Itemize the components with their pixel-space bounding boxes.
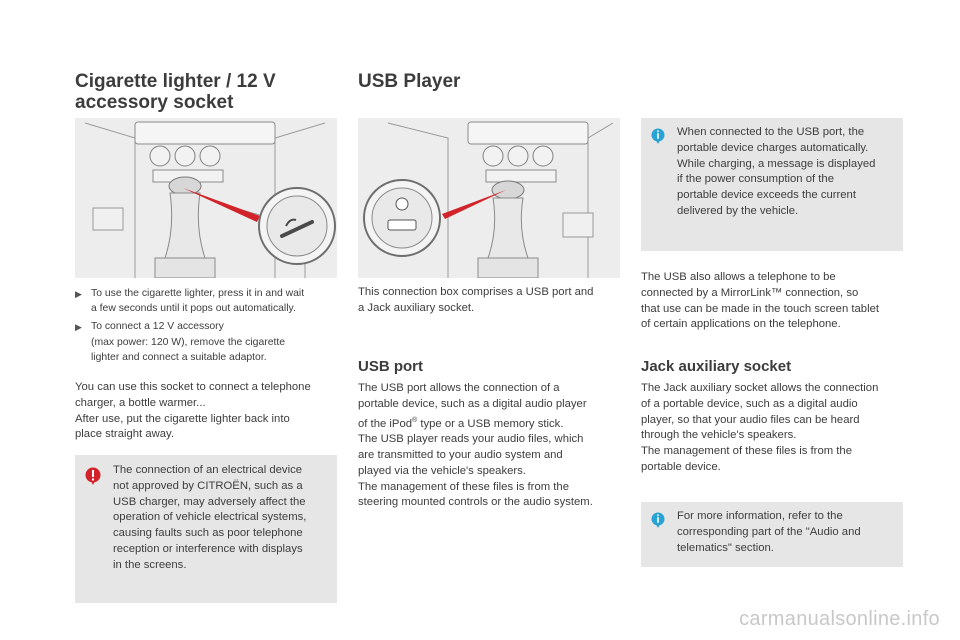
mirrorlink-paragraph — [641, 270, 921, 333]
para-line: charger, a bottle warmer... — [75, 396, 206, 409]
warning-line: The connection of an electrical device — [113, 464, 303, 476]
usb-port-text — [358, 381, 633, 511]
section-title-cigarette-lighter — [75, 71, 345, 113]
lighter-usage-paragraph — [75, 380, 350, 443]
usb-line: played via the vehicle's speakers. — [358, 464, 526, 477]
jack-line: The Jack auxiliary socket allows the connection — [641, 382, 879, 394]
bullet-icon: ▶ — [75, 289, 82, 299]
usb-line: steering mounted controls or the audio system. — [358, 496, 593, 509]
mirrorlink-line: that use can be made in the touch screen tablet — [641, 302, 880, 315]
bullet-icon: ▶ — [75, 322, 82, 333]
info-more-line: telematics" section. — [677, 541, 774, 554]
usb-line: The USB port allows the connection of a — [358, 382, 560, 394]
warning-line: in the screens. — [113, 558, 187, 571]
info-icon — [651, 512, 665, 528]
bullet-1-line-1: To use the cigarette lighter, press it in and wait — [91, 288, 305, 299]
usb-line: type or a USB memory stick. — [417, 417, 564, 430]
section-title-usb-player: USB Player — [358, 71, 461, 92]
warning-line: not approved by CITROËN, such as a — [113, 479, 303, 492]
title-line-2: accessory socket — [75, 92, 234, 113]
para-line: You can use this socket to connect a telephone — [75, 381, 311, 393]
usb-line: portable device, such as a digital audio player — [358, 397, 587, 410]
list-item — [75, 286, 345, 316]
jack-line: player, so that your audio files can be heard — [641, 413, 860, 426]
jack-line: through the vehicle's speakers. — [641, 429, 797, 442]
lighter-instructions — [75, 286, 345, 368]
registered-mark: ® — [412, 416, 418, 424]
info-more-line: For more information, refer to the — [677, 510, 843, 522]
warning-line: reception or interference with displays — [113, 542, 303, 555]
info-box-more — [641, 502, 903, 567]
title-line-1: Cigarette lighter / 12 V — [75, 71, 276, 92]
watermark-text: carmanualsonline.info — [739, 608, 940, 630]
intro-line: a Jack auxiliary socket. — [358, 301, 475, 314]
cigarette-lighter-illustration — [75, 118, 337, 278]
info-box-charging — [641, 118, 903, 251]
info-charging-text — [677, 125, 901, 220]
info-more-line: corresponding part of the "Audio and — [677, 525, 861, 538]
subsection-title-jack-socket: Jack auxiliary socket — [641, 358, 792, 375]
intro-line: This connection box comprises a USB port and — [358, 286, 594, 298]
usb-line: are transmitted to your audio system and — [358, 448, 563, 461]
info-line: portable device exceeds the current — [677, 189, 856, 202]
jack-line: of a portable device, such as a digital audio — [641, 397, 858, 410]
info-line: delivered by the vehicle. — [677, 204, 799, 217]
jack-line: The management of these files is from the — [641, 445, 852, 458]
usb-intro — [358, 285, 628, 317]
usb-line: of the iPod — [358, 417, 413, 430]
mirrorlink-line: of certain applications on the telephone. — [641, 318, 841, 331]
bullet-2-line-2: (max power: 120 W), remove the cigarette — [91, 336, 286, 348]
usb-player-illustration — [358, 118, 620, 278]
info-line: portable device charges automatically. — [677, 141, 869, 154]
bullet-2-line-1: To connect a 12 V accessory — [91, 321, 224, 333]
list-item — [75, 319, 345, 365]
info-line: if the power consumption of the — [677, 173, 834, 186]
warning-box — [75, 455, 337, 603]
mirrorlink-line: connected by a MirrorLink™ connection, so — [641, 286, 859, 299]
info-icon — [651, 128, 665, 144]
usb-line: The USB player reads your audio files, which — [358, 433, 584, 446]
para-line: place straight away. — [75, 428, 175, 441]
bullet-2-line-3: lighter and connect a suitable adaptor. — [91, 351, 267, 363]
warning-text — [113, 463, 335, 574]
mirrorlink-line: The USB also allows a telephone to be — [641, 271, 836, 283]
subsection-title-usb-port: USB port — [358, 358, 423, 375]
warning-icon — [85, 467, 101, 485]
info-line: When connected to the USB port, the — [677, 126, 865, 138]
para-line: After use, put the cigarette lighter back into — [75, 412, 290, 425]
bullet-1-line-2: a few seconds until it pops out automatically. — [91, 303, 296, 315]
warning-line: USB charger, may adversely affect the — [113, 495, 306, 508]
warning-line: operation of vehicle electrical systems, — [113, 511, 307, 524]
jack-line: portable device. — [641, 460, 721, 473]
usb-line: The management of these files is from the — [358, 480, 569, 493]
info-more-text — [677, 509, 901, 556]
warning-line: causing faults such as poor telephone — [113, 527, 303, 540]
jack-text — [641, 381, 921, 476]
info-line: While charging, a message is displayed — [677, 157, 876, 170]
